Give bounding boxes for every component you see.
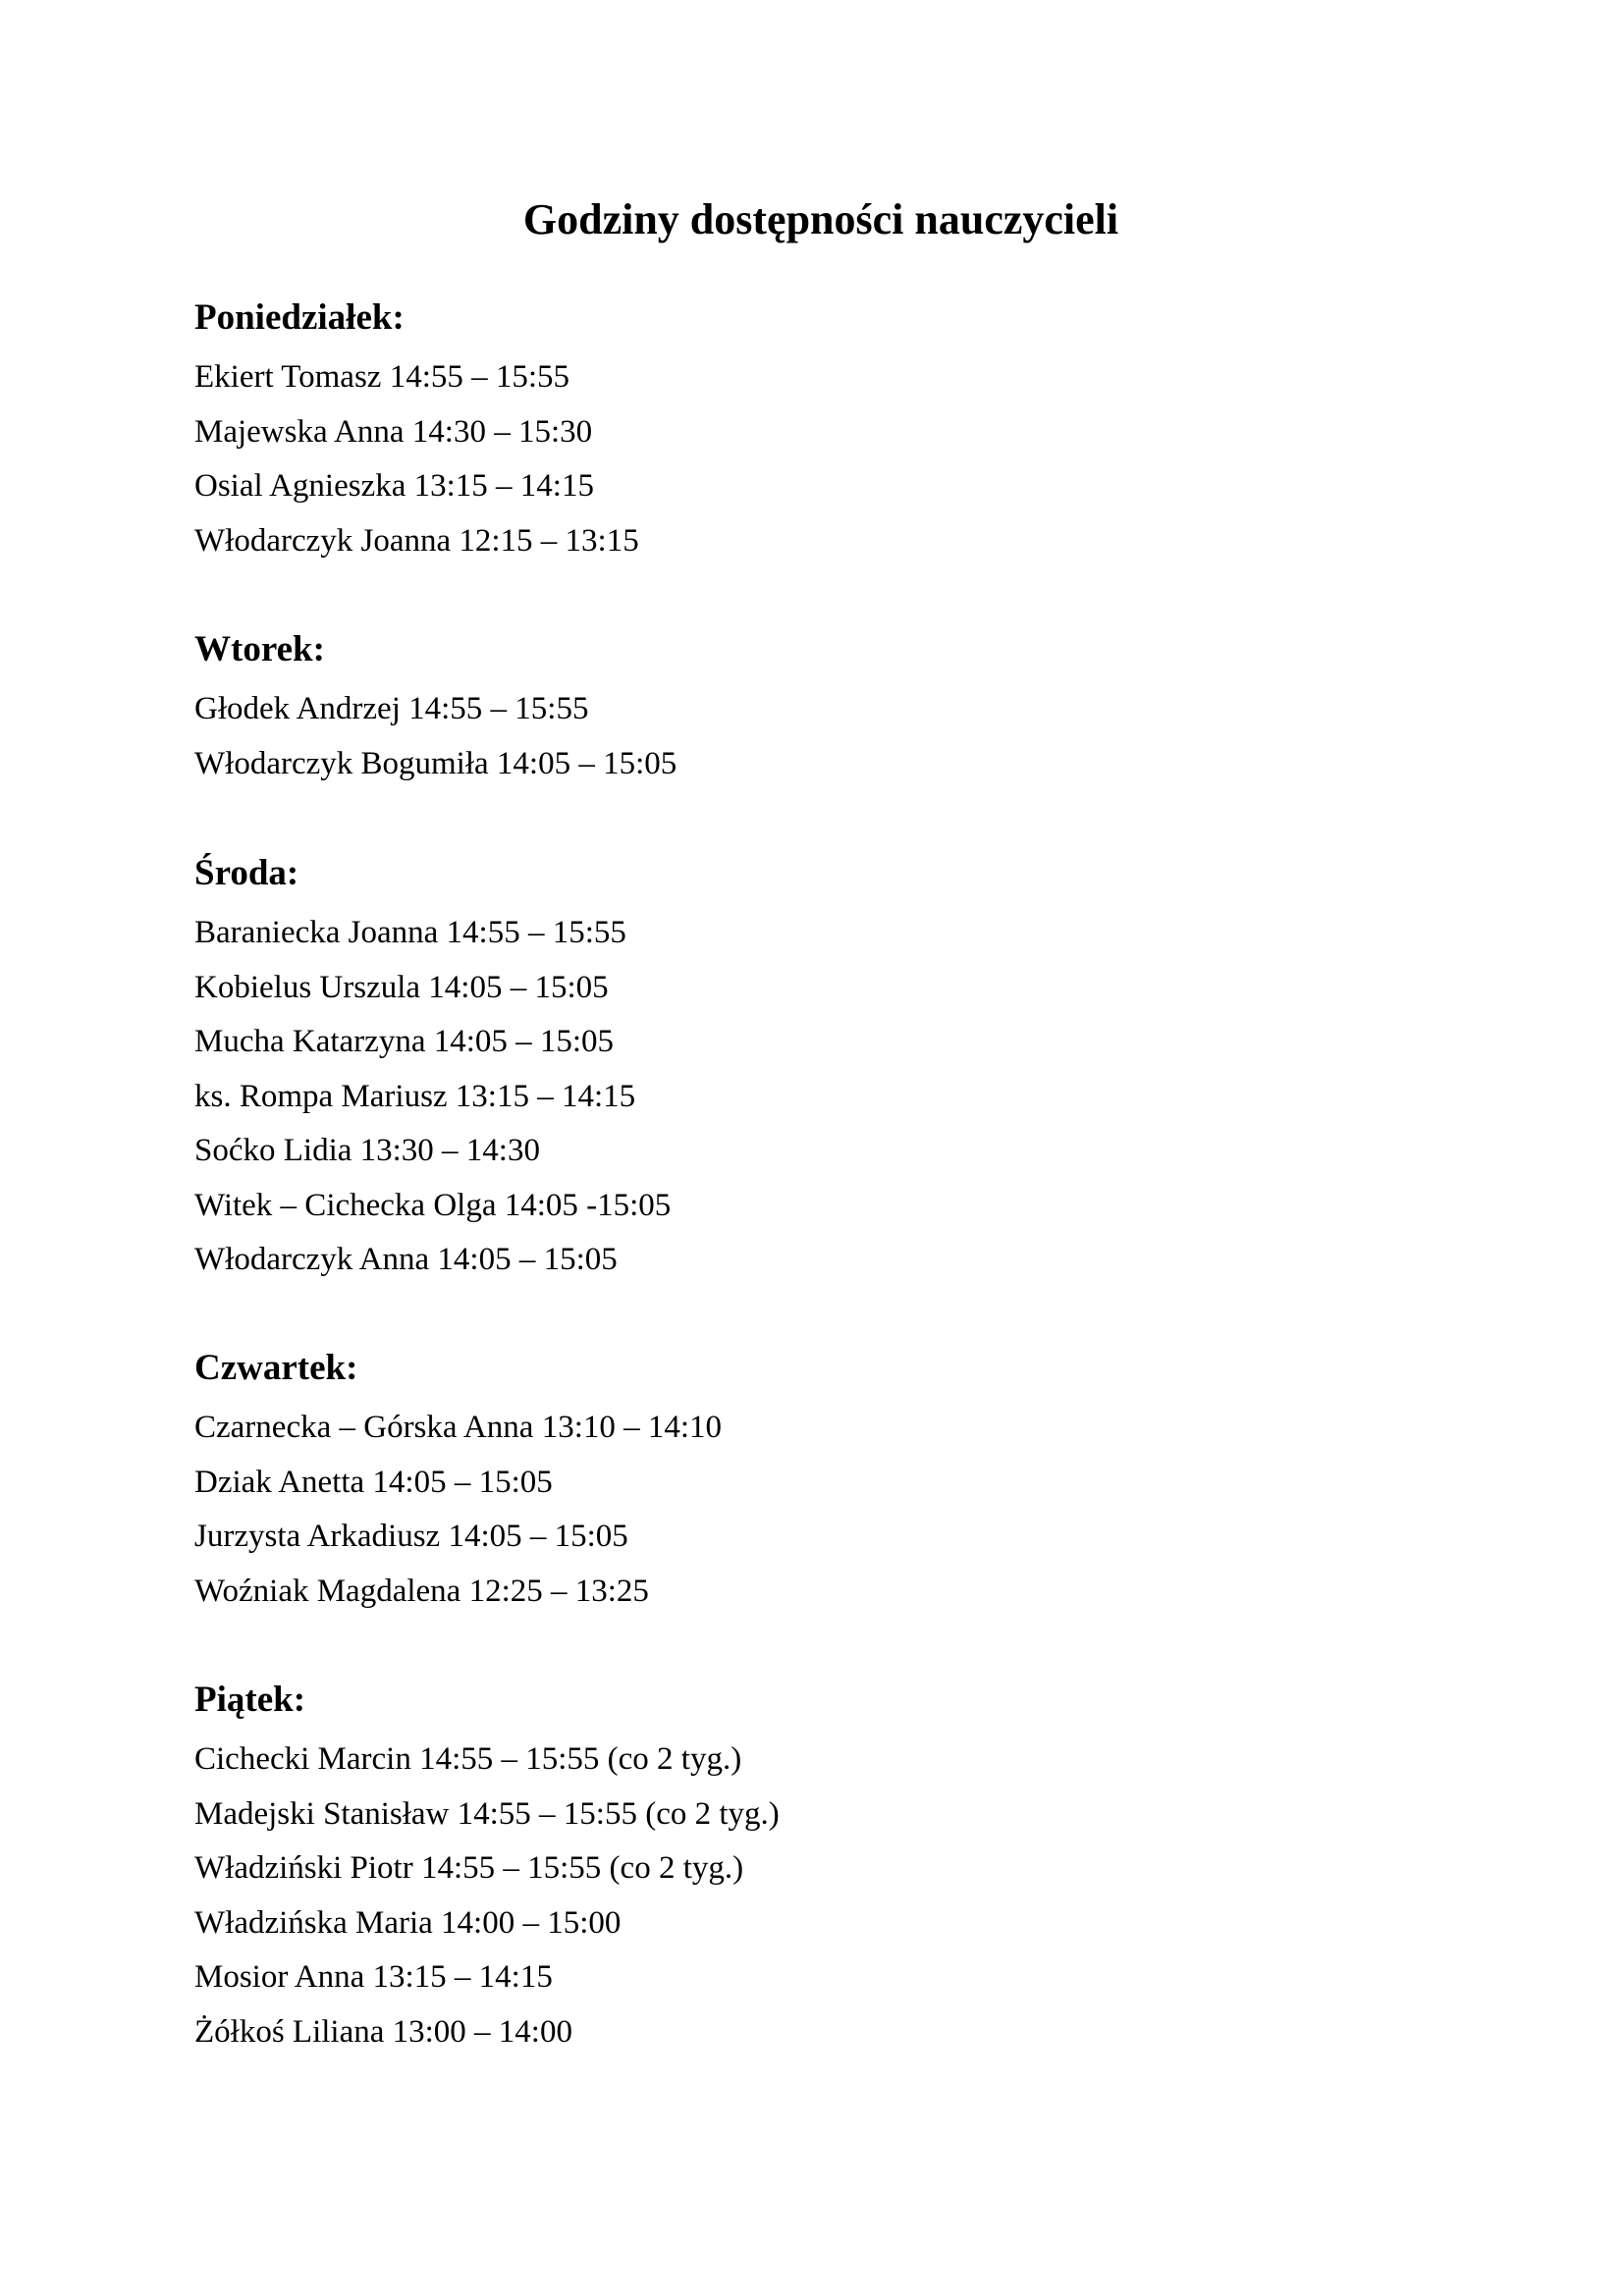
day-section-friday (194, 1677, 1471, 2059)
day-section-wednesday (194, 850, 1471, 1288)
day-section-monday (194, 294, 1471, 568)
day-heading: Piątek: (194, 1680, 306, 1720)
day-section-thursday (194, 1345, 1471, 1619)
day-heading: Czwartek: (194, 1348, 358, 1388)
day-section-tuesday (194, 626, 1471, 791)
schedule-entry: Kobielus Urszula 14:05 – 15:05 (194, 969, 609, 1005)
day-heading: Poniedziałek: (194, 297, 405, 338)
schedule-entry: Cichecki Marcin 14:55 – 15:55 (co 2 tyg.) (194, 1741, 742, 1777)
schedule-entry: Żółkoś Liliana 13:00 – 14:00 (194, 2013, 572, 2050)
schedule-entry: Jurzysta Arkadiusz 14:05 – 15:05 (194, 1519, 628, 1554)
schedule-entry: Woźniak Magdalena 12:25 – 13:25 (194, 1573, 649, 1609)
schedule-entry: Władzińska Maria 14:00 – 15:00 (194, 1904, 622, 1941)
day-heading: Wtorek: (194, 629, 325, 669)
schedule-entry: Witek – Cichecka Olga 14:05 -15:05 (194, 1187, 672, 1223)
schedule-entry: Ekiert Tomasz 14:55 – 15:55 (194, 359, 570, 395)
schedule-entry: Włodarczyk Joanna 12:15 – 13:15 (194, 522, 639, 559)
schedule-entry: Mucha Katarzyna 14:05 – 15:05 (194, 1024, 615, 1059)
schedule-entry: Soćko Lidia 13:30 – 14:30 (194, 1133, 540, 1168)
schedule-entry: Włodarczyk Anna 14:05 – 15:05 (194, 1242, 618, 1277)
schedule-entry: Głodek Andrzej 14:55 – 15:55 (194, 691, 589, 726)
schedule-entry: Baraniecka Joanna 14:55 – 15:55 (194, 915, 626, 950)
schedule-entry: Włodarczyk Bogumiła 14:05 – 15:05 (194, 745, 677, 781)
day-heading: Środa: (194, 853, 299, 893)
document-title: Godziny dostępności nauczycieli (522, 195, 1119, 243)
schedule-entry: Mosior Anna 13:15 – 14:15 (194, 1959, 553, 1995)
schedule-entry: ks. Rompa Mariusz 13:15 – 14:15 (194, 1078, 636, 1114)
schedule-entry: Osial Agnieszka 13:15 – 14:15 (194, 468, 594, 504)
schedule-entry: Czarnecka – Górska Anna 13:10 – 14:10 (194, 1410, 723, 1445)
schedule-entry: Majewska Anna 14:30 – 15:30 (194, 413, 593, 450)
schedule-entry: Władziński Piotr 14:55 – 15:55 (co 2 tyg.) (194, 1850, 744, 1886)
schedule-entry: Dziak Anetta 14:05 – 15:05 (194, 1464, 553, 1500)
schedule-entry: Madejski Stanisław 14:55 – 15:55 (co 2 tyg.) (194, 1795, 780, 1832)
